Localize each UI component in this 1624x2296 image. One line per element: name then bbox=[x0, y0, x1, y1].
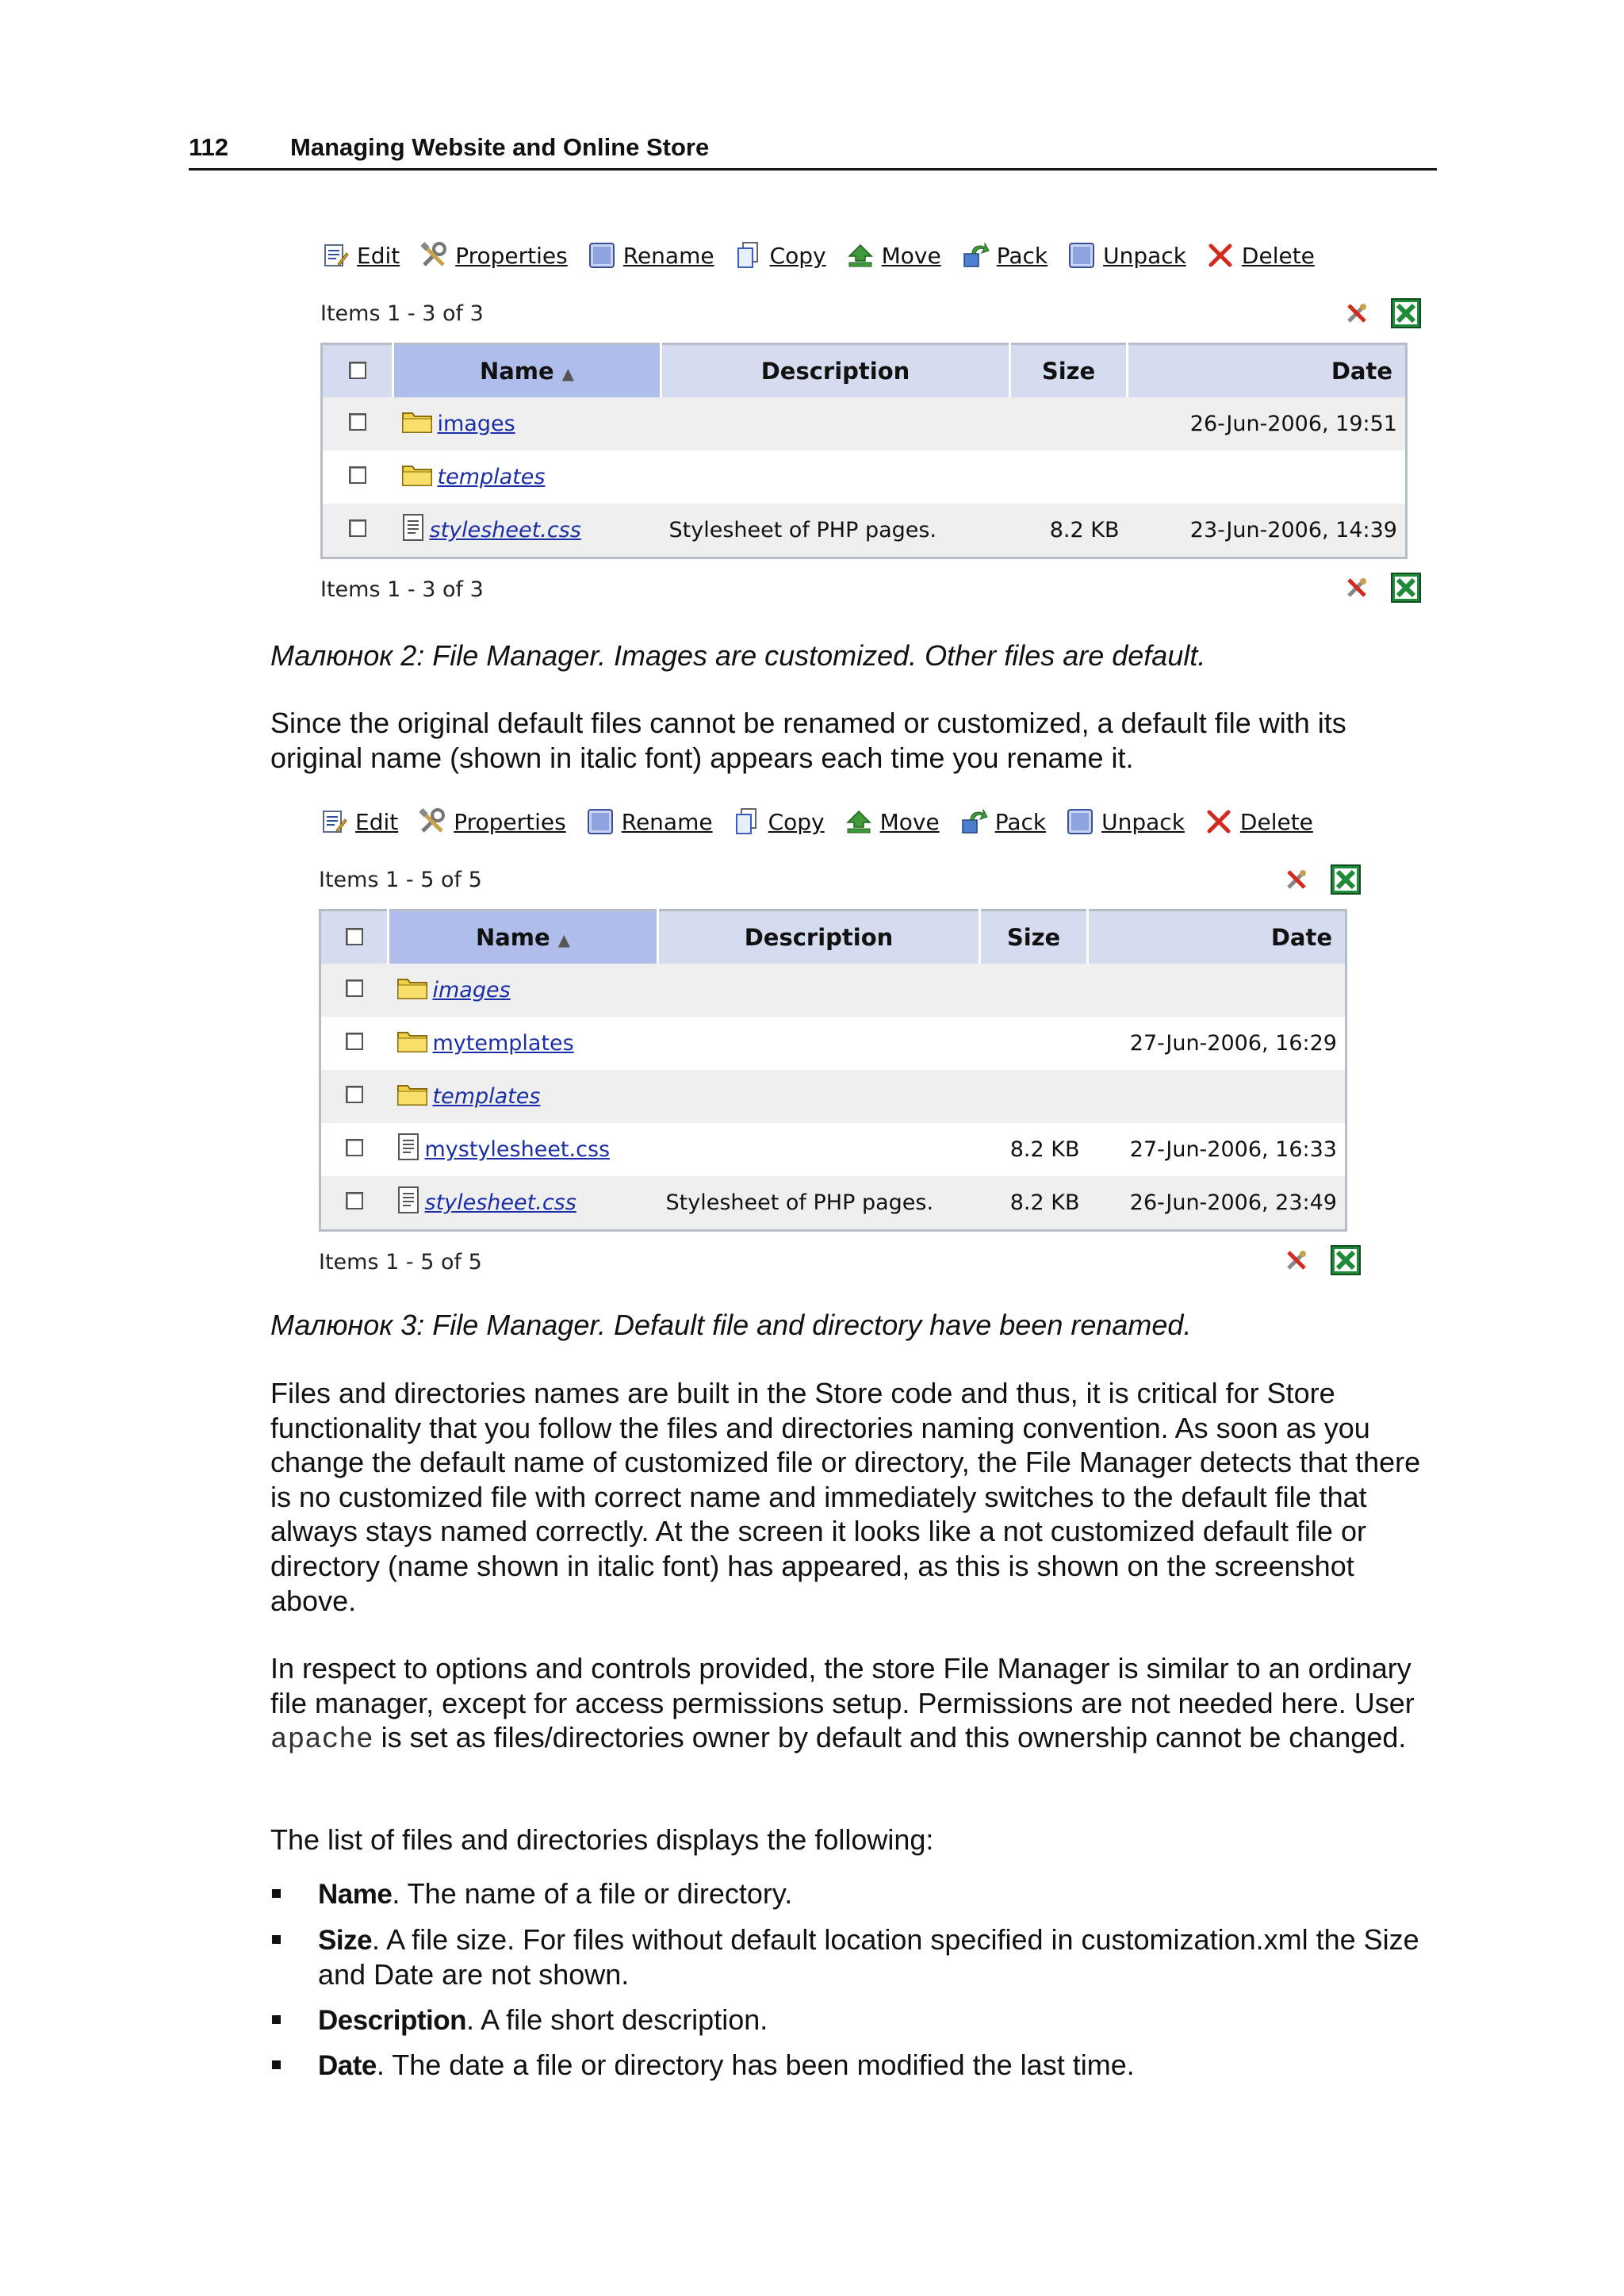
excel-export-icon[interactable] bbox=[1389, 571, 1423, 604]
description-cell bbox=[661, 450, 1010, 504]
list-actions-top bbox=[1324, 297, 1423, 330]
bullet-icon bbox=[272, 2015, 281, 2024]
list-item bbox=[270, 1876, 1436, 1912]
row-checkbox[interactable] bbox=[346, 1086, 363, 1103]
description-cell bbox=[658, 1070, 980, 1123]
sort-ascending-icon: ▲ bbox=[561, 364, 575, 383]
file-icon bbox=[396, 1186, 420, 1220]
bullet-icon bbox=[272, 2060, 281, 2069]
file-name-link[interactable]: templates bbox=[432, 1084, 541, 1109]
move-icon bbox=[844, 807, 874, 837]
pack-label: Pack bbox=[994, 808, 1047, 835]
copy-label: Copy bbox=[769, 242, 826, 269]
copy-button[interactable] bbox=[732, 807, 825, 837]
pack-icon bbox=[960, 240, 990, 270]
columns-description-list bbox=[270, 1876, 1436, 2094]
table-row[interactable] bbox=[320, 964, 1346, 1017]
row-checkbox[interactable] bbox=[346, 979, 363, 997]
unpack-button[interactable] bbox=[1067, 240, 1186, 270]
row-checkbox[interactable] bbox=[346, 1139, 363, 1156]
unpack-label: Unpack bbox=[1101, 808, 1185, 835]
row-checkbox[interactable] bbox=[349, 519, 366, 537]
name-header-label: Name bbox=[479, 358, 554, 385]
paragraph-list-intro: The list of files and directories displays the following: bbox=[270, 1823, 934, 1856]
list-text: . The date a file or directory has been modified the last time. bbox=[376, 2049, 1135, 2082]
size-column-header[interactable]: Size bbox=[1010, 344, 1128, 398]
file-list-table bbox=[319, 909, 1347, 1232]
pack-label: Pack bbox=[996, 242, 1048, 269]
edit-button[interactable] bbox=[320, 240, 400, 270]
select-all-checkbox[interactable] bbox=[349, 362, 366, 379]
file-name-link[interactable]: stylesheet.css bbox=[424, 1190, 576, 1215]
row-checkbox[interactable] bbox=[349, 413, 366, 431]
list-actions-bottom bbox=[1264, 1244, 1362, 1277]
date-cell bbox=[1088, 1070, 1346, 1123]
sort-ascending-icon: ▲ bbox=[557, 930, 571, 949]
rename-icon bbox=[587, 240, 617, 270]
delete-button[interactable] bbox=[1205, 240, 1315, 270]
size-cell: 8.2 KB bbox=[980, 1176, 1088, 1231]
unpack-icon bbox=[1065, 807, 1095, 837]
figure-caption-3: Малюнок 3: File Manager. Default file and directory have been renamed. bbox=[270, 1309, 1192, 1341]
rename-label: Rename bbox=[621, 808, 713, 835]
rename-button[interactable] bbox=[587, 240, 714, 270]
file-name-link[interactable]: images bbox=[432, 978, 511, 1002]
row-select-cell bbox=[320, 1070, 389, 1123]
bullet-icon bbox=[272, 1889, 281, 1898]
name-cell bbox=[393, 450, 661, 504]
date-cell: 26-Jun-2006, 23:49 bbox=[1088, 1176, 1346, 1231]
row-select-cell bbox=[320, 1017, 389, 1070]
select-all-header bbox=[322, 344, 393, 398]
date-column-header[interactable]: Date bbox=[1088, 910, 1346, 964]
list-term: Size bbox=[318, 1924, 373, 1956]
file-icon bbox=[401, 513, 425, 547]
properties-button[interactable] bbox=[417, 807, 566, 837]
size-cell bbox=[980, 964, 1088, 1017]
folder-icon bbox=[396, 975, 428, 1006]
delete-x-icon bbox=[1205, 240, 1235, 270]
table-row[interactable] bbox=[320, 1017, 1346, 1070]
list-item bbox=[270, 2003, 1436, 2038]
row-checkbox[interactable] bbox=[346, 1192, 363, 1209]
items-count-bottom: Items 1 - 5 of 5 bbox=[319, 1250, 482, 1274]
name-cell bbox=[393, 504, 661, 558]
description-cell: Stylesheet of PHP pages. bbox=[658, 1176, 980, 1231]
description-column-header[interactable]: Description bbox=[658, 910, 980, 964]
row-checkbox[interactable] bbox=[346, 1033, 363, 1050]
description-cell bbox=[661, 397, 1010, 450]
table-row[interactable] bbox=[322, 397, 1407, 450]
paragraph-naming-convention: Files and directories names are built in the Store code and thus, it is critical for Store functionality that you follow the files and directories naming convention. As soon as you change the default name of customized file or directory, the File Manager detects that there is no customized file with correct name and immediately switches to the default file that always stays named correctly. At the screen it looks like a not customized default file or directory (name shown in italic font) has appeared, as this is shown on the screenshot above. bbox=[270, 1377, 1421, 1617]
name-cell bbox=[389, 1176, 658, 1231]
properties-label: Properties bbox=[455, 242, 568, 269]
figure-caption-2: Малюнок 2: File Manager. Images are customized. Other files are default. bbox=[270, 639, 1206, 672]
rename-button[interactable] bbox=[585, 807, 713, 837]
file-name-link[interactable]: mytemplates bbox=[432, 1031, 574, 1056]
list-term: Description bbox=[318, 2004, 467, 2036]
date-cell bbox=[1088, 964, 1346, 1017]
date-cell: 26-Jun-2006, 19:51 bbox=[1128, 397, 1407, 450]
row-select-cell bbox=[322, 397, 393, 450]
row-select-cell bbox=[320, 1123, 389, 1176]
excel-export-icon[interactable] bbox=[1329, 1244, 1362, 1277]
list-term: Name bbox=[318, 1879, 393, 1910]
folder-icon bbox=[401, 462, 433, 493]
description-cell bbox=[658, 1017, 980, 1070]
file-name-link[interactable]: images bbox=[437, 412, 515, 436]
list-text: . A file size. For files without default location specified in customization.xml the Size and Date are not shown. bbox=[318, 1922, 1419, 1991]
description-cell: Stylesheet of PHP pages. bbox=[661, 504, 1010, 558]
remove-selection-icon[interactable] bbox=[1280, 863, 1313, 896]
move-label: Move bbox=[881, 242, 941, 269]
page-number: 112 bbox=[189, 133, 229, 161]
pack-button[interactable] bbox=[960, 240, 1048, 270]
table-row[interactable] bbox=[320, 1123, 1346, 1176]
name-cell bbox=[393, 397, 661, 450]
move-button[interactable] bbox=[845, 240, 941, 270]
edit-label: Edit bbox=[355, 808, 399, 835]
date-cell: 23-Jun-2006, 14:39 bbox=[1128, 504, 1407, 558]
list-text: . The name of a file or directory. bbox=[392, 1877, 793, 1910]
list-actions-top bbox=[1264, 863, 1362, 896]
move-button[interactable] bbox=[844, 807, 940, 837]
delete-label: Delete bbox=[1241, 242, 1315, 269]
name-column-header[interactable] bbox=[393, 344, 661, 398]
file-name-link[interactable]: mystylesheet.css bbox=[424, 1137, 611, 1162]
folder-icon bbox=[396, 1028, 428, 1059]
list-item bbox=[270, 2048, 1436, 2083]
description-cell bbox=[658, 964, 980, 1017]
row-select-cell bbox=[322, 450, 393, 504]
name-column-header[interactable] bbox=[389, 910, 658, 964]
row-checkbox[interactable] bbox=[349, 466, 366, 484]
edit-button[interactable] bbox=[319, 807, 398, 837]
copy-icon bbox=[733, 240, 764, 270]
excel-export-icon[interactable] bbox=[1329, 863, 1362, 896]
size-cell bbox=[1010, 450, 1128, 504]
file-name-link[interactable]: stylesheet.css bbox=[429, 518, 581, 542]
file-list-body bbox=[320, 964, 1346, 1231]
rename-icon bbox=[585, 807, 615, 837]
list-item bbox=[270, 1922, 1436, 1992]
row-select-cell bbox=[322, 504, 393, 558]
table-row[interactable] bbox=[322, 450, 1407, 504]
user-code: apache bbox=[270, 1723, 373, 1757]
file-list-body bbox=[322, 397, 1407, 558]
size-column-header[interactable]: Size bbox=[980, 910, 1088, 964]
folder-icon bbox=[401, 408, 433, 439]
row-select-cell bbox=[320, 964, 389, 1017]
remove-selection-icon[interactable] bbox=[1340, 571, 1373, 604]
description-column-header[interactable]: Description bbox=[661, 344, 1010, 398]
list-text: . A file short description. bbox=[466, 2003, 768, 2036]
select-all-header bbox=[320, 910, 389, 964]
date-column-header[interactable]: Date bbox=[1128, 344, 1407, 398]
items-count-top: Items 1 - 3 of 3 bbox=[320, 301, 484, 326]
size-cell: 8.2 KB bbox=[980, 1123, 1088, 1176]
delete-label: Delete bbox=[1239, 808, 1313, 835]
copy-icon bbox=[732, 807, 762, 837]
size-cell: 8.2 KB bbox=[1010, 504, 1128, 558]
list-actions-bottom bbox=[1324, 571, 1423, 604]
file-name-link[interactable]: templates bbox=[437, 465, 546, 489]
file-list-table bbox=[320, 343, 1408, 559]
copy-label: Copy bbox=[768, 808, 825, 835]
items-count-bottom: Items 1 - 3 of 3 bbox=[320, 577, 484, 602]
size-cell bbox=[980, 1017, 1088, 1070]
delete-button[interactable] bbox=[1204, 807, 1313, 837]
excel-export-icon[interactable] bbox=[1389, 297, 1423, 330]
running-title: Managing Website and Online Store bbox=[290, 133, 710, 161]
paragraph-rename-note: Since the original default files cannot be renamed or customized, a default file with its original name (shown in italic font) appears each time you rename it. bbox=[270, 707, 1346, 774]
paragraph-permissions bbox=[270, 1651, 1436, 1757]
unpack-icon bbox=[1067, 240, 1097, 270]
file-manager-screenshot-2 bbox=[319, 804, 1350, 1288]
name-header-label: Name bbox=[475, 924, 550, 951]
name-cell bbox=[389, 964, 658, 1017]
remove-selection-icon[interactable] bbox=[1280, 1244, 1313, 1277]
move-icon bbox=[845, 240, 875, 270]
properties-label: Properties bbox=[454, 808, 566, 835]
date-cell: 27-Jun-2006, 16:33 bbox=[1088, 1123, 1346, 1176]
table-row[interactable] bbox=[320, 1176, 1346, 1231]
size-cell bbox=[1010, 397, 1128, 450]
delete-x-icon bbox=[1204, 807, 1234, 837]
move-label: Move bbox=[879, 808, 940, 835]
copy-button[interactable] bbox=[733, 240, 826, 270]
items-count-top: Items 1 - 5 of 5 bbox=[319, 868, 482, 892]
pack-icon bbox=[959, 807, 989, 837]
date-cell: 27-Jun-2006, 16:29 bbox=[1088, 1017, 1346, 1070]
permissions-text-before: In respect to options and controls provided, the store File Manager is similar to an ordinary file manager, except for access permissions setup. Permissions are not needed here. User bbox=[270, 1652, 1415, 1719]
bullet-icon bbox=[272, 1935, 281, 1944]
size-cell bbox=[980, 1070, 1088, 1123]
unpack-label: Unpack bbox=[1103, 242, 1186, 269]
edit-icon bbox=[319, 807, 349, 837]
name-cell bbox=[389, 1123, 658, 1176]
rename-label: Rename bbox=[622, 242, 714, 269]
date-cell bbox=[1128, 450, 1407, 504]
tools-icon bbox=[419, 240, 449, 270]
edit-label: Edit bbox=[357, 242, 400, 269]
file-manager-screenshot-1 bbox=[320, 238, 1407, 611]
unpack-button[interactable] bbox=[1065, 807, 1185, 837]
running-header bbox=[189, 132, 1437, 171]
table-row[interactable] bbox=[322, 504, 1407, 558]
tools-icon bbox=[417, 807, 447, 837]
row-select-cell bbox=[320, 1176, 389, 1231]
file-toolbar bbox=[319, 804, 1332, 839]
folder-icon bbox=[396, 1081, 428, 1112]
description-cell bbox=[658, 1123, 980, 1176]
remove-selection-icon[interactable] bbox=[1340, 297, 1373, 330]
permissions-text-after: is set as files/directories owner by default and this ownership cannot be changed. bbox=[373, 1721, 1407, 1754]
properties-button[interactable] bbox=[419, 240, 568, 270]
select-all-checkbox[interactable] bbox=[346, 928, 363, 945]
name-cell bbox=[389, 1070, 658, 1123]
list-term: Date bbox=[318, 2050, 377, 2082]
edit-icon bbox=[320, 240, 350, 270]
file-toolbar bbox=[320, 238, 1334, 273]
pack-button[interactable] bbox=[959, 807, 1046, 837]
name-cell bbox=[389, 1017, 658, 1070]
table-row[interactable] bbox=[320, 1070, 1346, 1123]
file-icon bbox=[396, 1133, 420, 1167]
